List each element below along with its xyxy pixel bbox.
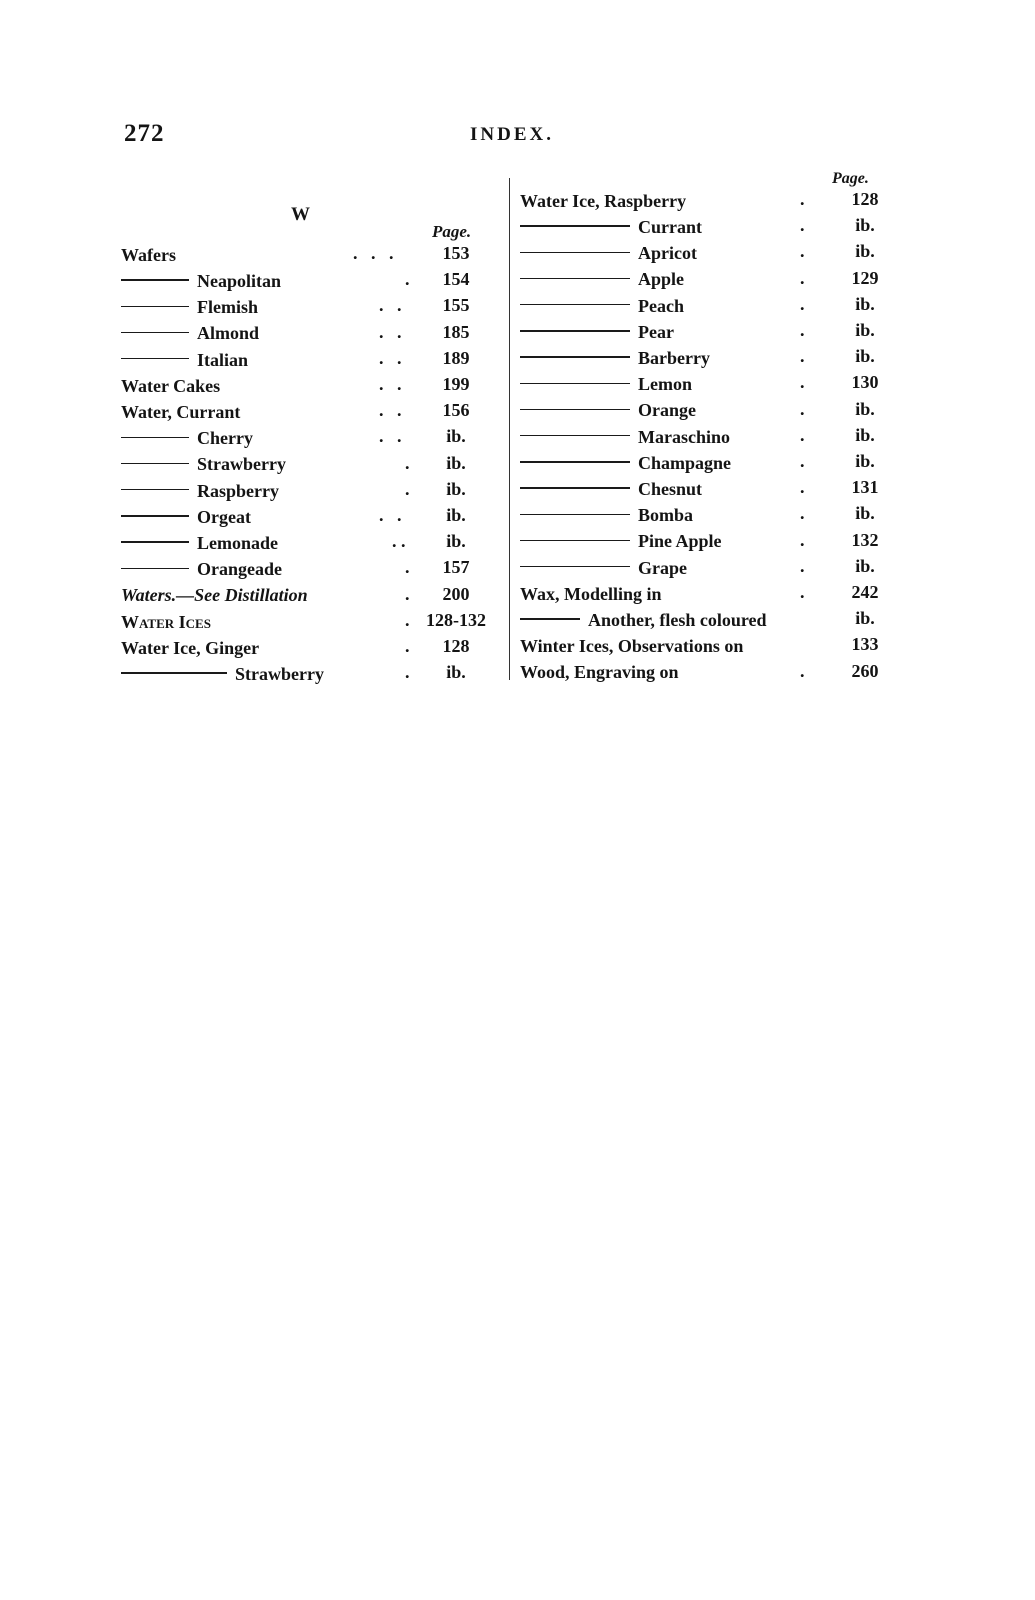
entry-label: Orange — [638, 400, 696, 421]
entry-page: 133 — [851, 634, 879, 655]
ditto-rule — [520, 618, 580, 619]
ditto-rule — [121, 279, 189, 280]
index-entry — [121, 581, 501, 607]
entry-page: 130 — [851, 372, 879, 393]
index-entry — [520, 238, 900, 264]
entry-leaders: . — [800, 503, 805, 524]
entry-label: Strawberry — [235, 664, 324, 685]
entry-label: Winter Ices, Observations on — [520, 636, 744, 657]
ditto-rule — [520, 461, 630, 462]
index-entry — [520, 658, 900, 684]
entry-label: Wood, Engraving on — [520, 662, 679, 683]
entry-leaders: . — [800, 189, 805, 209]
entry-leaders: . — [405, 269, 410, 290]
ditto-rule — [121, 463, 189, 464]
ditto-rule — [121, 332, 189, 333]
entry-page: 154 — [442, 269, 470, 290]
entry-label: Italian — [197, 349, 249, 370]
entry-label: Apricot — [638, 243, 697, 264]
entry-leaders: . — [800, 372, 805, 393]
ditto-rule — [520, 514, 630, 515]
entry-leaders: . — [800, 529, 805, 550]
index-entry — [520, 605, 900, 631]
ditto-rule — [121, 568, 189, 569]
index-entry — [520, 579, 900, 605]
ditto-rule — [121, 541, 189, 542]
ditto-rule — [520, 304, 630, 305]
entry-page: 200 — [442, 583, 470, 604]
ditto-rule — [520, 435, 630, 436]
index-entry — [121, 554, 501, 580]
entry-page: 199 — [442, 374, 470, 394]
entry-page: ib. — [855, 346, 875, 367]
entry-label: Lemon — [638, 374, 692, 395]
entry-label: Pine Apple — [638, 531, 722, 552]
entry-leaders: . — [405, 609, 410, 630]
entry-leaders: . . — [379, 321, 402, 342]
entry-leaders: . — [800, 398, 805, 419]
entry-label: Raspberry — [197, 480, 279, 501]
entry-label: Another, flesh coloured — [588, 610, 767, 631]
entry-page: 129 — [851, 267, 879, 288]
index-entry — [520, 291, 900, 317]
index-entry — [520, 369, 900, 395]
ditto-rule — [520, 409, 630, 410]
entry-label: Almond — [197, 323, 260, 344]
index-entry — [121, 266, 501, 292]
entry-label: Apple — [638, 269, 685, 290]
ditto-rule — [121, 358, 189, 359]
page-number: 272 — [124, 120, 165, 147]
entry-leaders: . — [800, 477, 805, 498]
ditto-rule — [121, 515, 189, 516]
section-letter: W — [291, 204, 310, 225]
entry-leaders: . — [800, 267, 805, 288]
entry-page: ib. — [446, 478, 466, 499]
entry-leaders: . . — [379, 505, 402, 525]
entry-label: Lemonade — [197, 533, 278, 554]
index-entry — [121, 607, 501, 633]
entry-leaders: . — [405, 636, 410, 656]
entry-leaders: . . — [379, 295, 402, 316]
entry-page: 128 — [851, 189, 879, 209]
ditto-rule — [520, 278, 630, 279]
entry-label: Champagne — [638, 452, 732, 473]
index-entry — [520, 265, 900, 291]
ditto-rule — [520, 540, 630, 541]
index-entry — [121, 319, 501, 345]
entry-label: Wax, Modelling in — [520, 583, 662, 604]
ditto-rule — [520, 356, 630, 357]
index-entry — [520, 186, 900, 212]
entry-page: 156 — [442, 400, 470, 421]
entry-leaders: . — [800, 424, 805, 445]
index-entry — [121, 423, 501, 449]
index-entry — [121, 502, 501, 528]
entry-page: ib. — [855, 503, 875, 524]
entry-leaders: . — [800, 451, 805, 471]
entry-page: 153 — [442, 243, 470, 263]
index-entry — [520, 448, 900, 474]
entry-page: 128 — [442, 636, 470, 656]
entry-label: Maraschino — [638, 426, 730, 447]
entry-leaders: . . . — [353, 243, 394, 263]
entry-label: Bomba — [638, 505, 694, 526]
entry-leaders: . — [800, 215, 805, 236]
entry-leaders: . — [800, 241, 805, 262]
entry-label: Currant — [638, 217, 702, 238]
entry-leaders: . — [800, 555, 805, 576]
entry-label: Orgeat — [197, 506, 251, 527]
entry-page: 132 — [851, 529, 879, 550]
page-column-label-right: Page. — [832, 170, 869, 187]
index-entry — [520, 343, 900, 369]
entry-page: ib. — [446, 452, 466, 473]
entry-page: ib. — [446, 426, 466, 447]
entry-leaders: . . — [379, 347, 402, 368]
running-head: INDEX. — [470, 124, 554, 145]
entry-label: Water, Currant — [121, 402, 241, 423]
entry-label: Barberry — [638, 348, 710, 369]
entry-label: Water Ice, Raspberry — [520, 190, 687, 211]
entry-label: Pear — [638, 321, 674, 342]
index-entry — [121, 659, 501, 685]
entry-leaders: . — [405, 452, 410, 473]
entry-page: 131 — [851, 477, 879, 498]
entry-label: Waters.—See Distillation — [121, 585, 308, 606]
ditto-rule — [520, 330, 630, 331]
ditto-rule — [121, 489, 189, 490]
entry-label: Chesnut — [638, 479, 703, 500]
entry-page: ib. — [446, 505, 466, 525]
ditto-rule — [121, 672, 227, 673]
entry-page: ib. — [855, 241, 875, 262]
ditto-rule — [121, 437, 189, 438]
entry-page: ib. — [446, 662, 466, 683]
ditto-rule — [520, 383, 630, 384]
entry-leaders: . — [800, 660, 805, 681]
entry-page: 189 — [442, 347, 470, 368]
entry-label: Water Cakes — [121, 375, 221, 396]
entry-leaders: . — [405, 557, 410, 578]
index-entry — [520, 527, 900, 553]
entry-label: Strawberry — [197, 454, 286, 475]
entry-label: Flemish — [197, 297, 258, 318]
index-entry — [121, 633, 501, 659]
entry-page: ib. — [446, 531, 466, 552]
index-entry — [520, 500, 900, 526]
entry-page: 185 — [442, 321, 470, 342]
entry-page: 155 — [442, 295, 470, 316]
page-column-label-left: Page. — [432, 222, 472, 241]
entry-page: ib. — [855, 320, 875, 340]
index-entry — [121, 397, 501, 423]
entry-page: ib. — [855, 608, 875, 629]
entry-leaders: . . — [379, 374, 402, 394]
ditto-rule — [520, 252, 630, 253]
entry-label: Cherry — [197, 428, 253, 449]
column-divider — [509, 178, 510, 680]
entry-leaders: . — [800, 346, 805, 367]
entry-page: 128-132 — [426, 609, 486, 630]
entry-page: 260 — [851, 660, 879, 681]
entry-leaders: . — [800, 320, 805, 340]
entry-page: ib. — [855, 451, 875, 471]
entry-leaders: . — [405, 662, 410, 683]
entry-label: Orangeade — [197, 559, 282, 580]
index-entry — [121, 476, 501, 502]
entry-label: Neapolitan — [197, 271, 282, 292]
entry-leaders: . . — [379, 400, 402, 421]
entry-label: Peach — [638, 295, 684, 316]
index-entry — [121, 240, 501, 266]
entry-leaders: . — [405, 478, 410, 499]
index-entry — [520, 422, 900, 448]
entry-label: Wafers — [121, 244, 176, 265]
entry-page: ib. — [855, 293, 875, 314]
index-entry — [520, 317, 900, 343]
entry-page: ib. — [855, 398, 875, 419]
ditto-rule — [520, 566, 630, 567]
entry-page: ib. — [855, 215, 875, 236]
entry-page: 242 — [851, 582, 879, 602]
index-entry — [121, 450, 501, 476]
index-entry — [520, 212, 900, 238]
index-entry — [520, 396, 900, 422]
entry-leaders: . . — [379, 426, 402, 447]
ditto-rule — [121, 306, 189, 307]
index-entry — [121, 292, 501, 318]
ditto-rule — [520, 487, 630, 488]
index-entry — [520, 553, 900, 579]
entry-label: Water Ices — [121, 611, 211, 632]
entry-page: ib. — [855, 424, 875, 445]
ditto-rule — [520, 225, 630, 226]
entry-page: ib. — [855, 555, 875, 576]
entry-leaders: . — [800, 293, 805, 314]
entry-label: Water Ice, Ginger — [121, 637, 260, 658]
index-entry — [121, 345, 501, 371]
index-entry — [121, 371, 501, 397]
entry-page: 157 — [442, 557, 470, 578]
entry-leaders: . — [800, 582, 805, 602]
entry-label: Grape — [638, 557, 687, 578]
index-entry — [520, 474, 900, 500]
index-entry — [121, 528, 501, 554]
entry-leaders: . — [405, 583, 410, 604]
index-entry — [520, 631, 900, 657]
entry-leaders: . . — [392, 531, 406, 552]
